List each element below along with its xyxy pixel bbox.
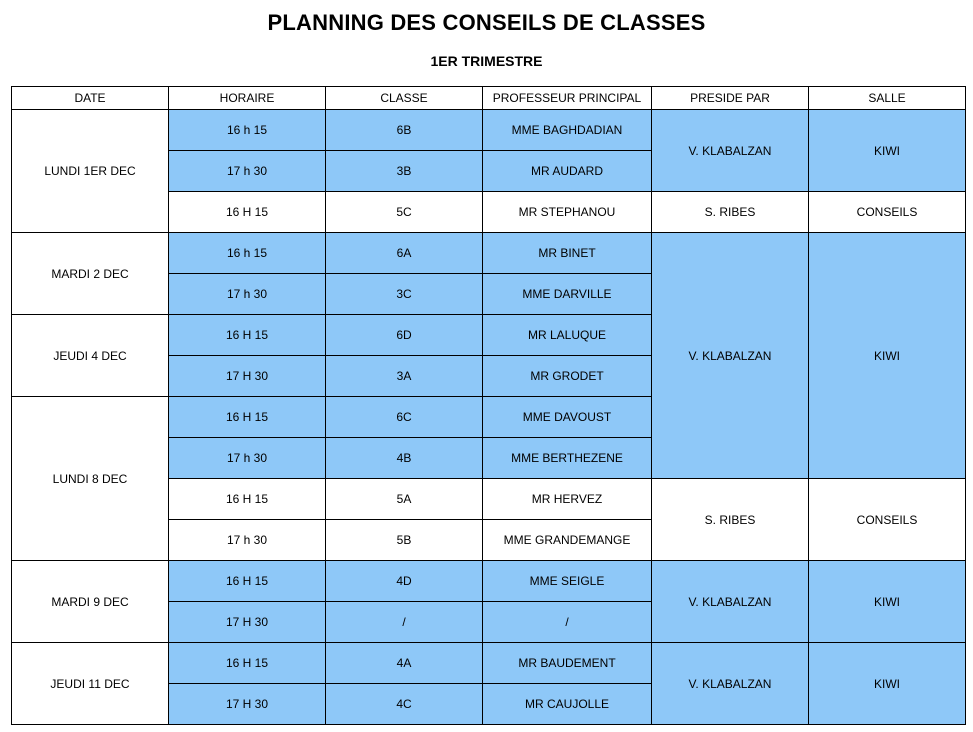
preside-cell: V. KLABALZAN	[652, 110, 809, 192]
horaire-cell: 16 h 15	[169, 110, 326, 151]
professeur-cell: MME BERTHEZENE	[483, 438, 652, 479]
salle-cell: KIWI	[809, 233, 966, 479]
date-cell: JEUDI 4 DEC	[12, 315, 169, 397]
preside-cell: V. KLABALZAN	[652, 233, 809, 479]
horaire-cell: 16 h 15	[169, 233, 326, 274]
salle-cell: CONSEILS	[809, 479, 966, 561]
horaire-cell: 17 h 30	[169, 274, 326, 315]
horaire-cell: 17 h 30	[169, 151, 326, 192]
header-date: DATE	[12, 87, 169, 110]
horaire-cell: 17 h 30	[169, 438, 326, 479]
classe-cell: 6A	[326, 233, 483, 274]
header-row	[12, 87, 966, 110]
horaire-cell: 17 H 30	[169, 684, 326, 725]
table-row	[12, 643, 966, 684]
professeur-cell: MR HERVEZ	[483, 479, 652, 520]
classe-cell: 6C	[326, 397, 483, 438]
classe-cell: 3B	[326, 151, 483, 192]
professeur-cell: MME DAVOUST	[483, 397, 652, 438]
salle-cell: KIWI	[809, 561, 966, 643]
page-subtitle: 1ER TRIMESTRE	[430, 53, 543, 69]
horaire-cell: 17 h 30	[169, 520, 326, 561]
header-horaire: HORAIRE	[169, 87, 326, 110]
classe-cell: 3A	[326, 356, 483, 397]
classe-cell: 5B	[326, 520, 483, 561]
schedule-table	[11, 86, 966, 725]
date-cell: LUNDI 8 DEC	[12, 397, 169, 561]
horaire-cell: 16 H 15	[169, 561, 326, 602]
horaire-cell: 16 H 15	[169, 397, 326, 438]
professeur-cell: /	[483, 602, 652, 643]
horaire-cell: 17 H 30	[169, 602, 326, 643]
date-cell: LUNDI 1ER DEC	[12, 110, 169, 233]
preside-cell: S. RIBES	[652, 192, 809, 233]
classe-cell: /	[326, 602, 483, 643]
date-cell: MARDI 2 DEC	[12, 233, 169, 315]
classe-cell: 5A	[326, 479, 483, 520]
professeur-cell: MME GRANDEMANGE	[483, 520, 652, 561]
header-salle: SALLE	[809, 87, 966, 110]
table-row	[12, 110, 966, 151]
preside-cell: V. KLABALZAN	[652, 561, 809, 643]
horaire-cell: 17 H 30	[169, 356, 326, 397]
salle-cell: KIWI	[809, 110, 966, 192]
classe-cell: 5C	[326, 192, 483, 233]
salle-cell: KIWI	[809, 643, 966, 725]
professeur-cell: MR CAUJOLLE	[483, 684, 652, 725]
classe-cell: 4C	[326, 684, 483, 725]
professeur-cell: MR LALUQUE	[483, 315, 652, 356]
preside-cell: S. RIBES	[652, 479, 809, 561]
professeur-cell: MR GRODET	[483, 356, 652, 397]
classe-cell: 4B	[326, 438, 483, 479]
classe-cell: 6D	[326, 315, 483, 356]
header-professeur: PROFESSEUR PRINCIPAL	[483, 87, 652, 110]
horaire-cell: 16 H 15	[169, 192, 326, 233]
professeur-cell: MR BAUDEMENT	[483, 643, 652, 684]
classe-cell: 4A	[326, 643, 483, 684]
date-cell: MARDI 9 DEC	[12, 561, 169, 643]
date-cell: JEUDI 11 DEC	[12, 643, 169, 725]
table-row	[12, 233, 966, 274]
classe-cell: 6B	[326, 110, 483, 151]
professeur-cell: MR BINET	[483, 233, 652, 274]
page-title: PLANNING DES CONSEILS DE CLASSES	[267, 10, 706, 35]
header-classe: CLASSE	[326, 87, 483, 110]
preside-cell: V. KLABALZAN	[652, 643, 809, 725]
classe-cell: 3C	[326, 274, 483, 315]
salle-cell: CONSEILS	[809, 192, 966, 233]
professeur-cell: MME SEIGLE	[483, 561, 652, 602]
professeur-cell: MME DARVILLE	[483, 274, 652, 315]
horaire-cell: 16 H 15	[169, 479, 326, 520]
professeur-cell: MR AUDARD	[483, 151, 652, 192]
table-row	[12, 561, 966, 602]
horaire-cell: 16 H 15	[169, 643, 326, 684]
classe-cell: 4D	[326, 561, 483, 602]
horaire-cell: 16 H 15	[169, 315, 326, 356]
header-preside: PRESIDE PAR	[652, 87, 809, 110]
professeur-cell: MR STEPHANOU	[483, 192, 652, 233]
professeur-cell: MME BAGHDADIAN	[483, 110, 652, 151]
